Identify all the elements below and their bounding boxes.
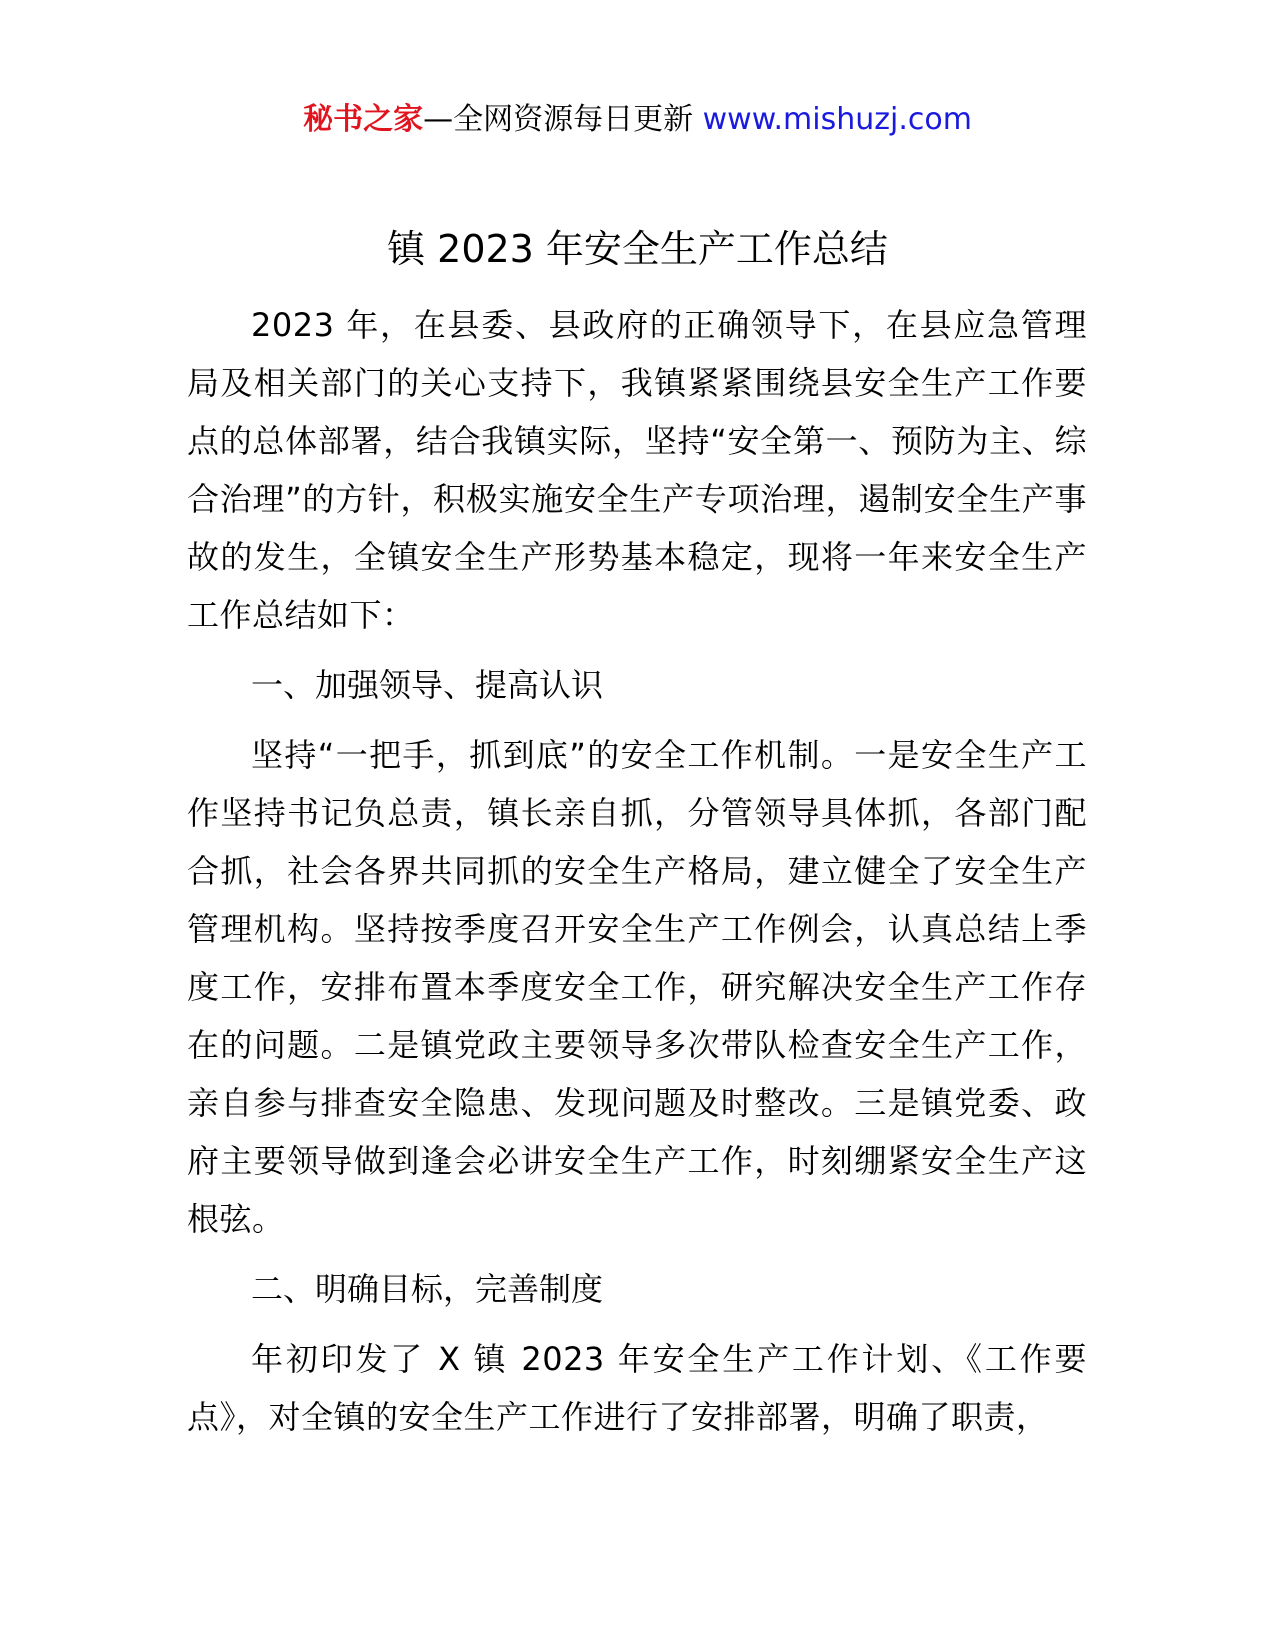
section-2-paragraph: 年初印发了 X 镇 2023 年安全生产工作计划、《工作要点》，对全镇的安全生产工作进行了安排部署，明确了职责， bbox=[187, 1340, 1087, 1436]
site-url-link[interactable]: www.mishuzj.com bbox=[702, 102, 972, 137]
document-title: 镇 2023 年安全生产工作总结 bbox=[387, 227, 888, 271]
site-brand: 秘书之家 bbox=[303, 102, 424, 137]
section-1-paragraph: 坚持“一把手，抓到底”的安全工作机制。一是安全生产工作坚持书记负总责，镇长亲自抓，分管领导具体抓，各部门配合抓，社会各界共同抓的安全生产格局，建立健全了安全生产管理机构。坚持按季度召开安全生产工作例会，认真总结上季度工作，安排布置本季度安全工作，研究解决安全生产工作存在的问题。二是镇党政主要领导多次带队检查安全生产工作，亲自参与排查安全隐患、发现问题及时整改。三是镇党委、政府主要领导做到逢会必讲安全生产工作，时刻绷紧安全生产这根弦。 bbox=[187, 736, 1087, 1238]
intro-paragraph: 2023 年，在县委、县政府的正确领导下，在县应急管理局及相关部门的关心支持下，我镇紧紧围绕县安全生产工作要点的总体部署，结合我镇实际，坚持“安全第一、预防为主、综合治理”的方针，积极实施安全生产专项治理，遏制安全生产事故的发生，全镇安全生产形势基本稳定，现将一年来安全生产工作总结如下： bbox=[187, 306, 1087, 634]
document-body bbox=[187, 296, 1087, 1458]
section-heading-2: 二、明确目标，完善制度 bbox=[251, 1270, 604, 1308]
site-header bbox=[0, 98, 1275, 142]
site-tagline: —全网资源每日更新 bbox=[423, 102, 694, 137]
section-heading-1: 一、加强领导、提高认识 bbox=[251, 666, 604, 704]
